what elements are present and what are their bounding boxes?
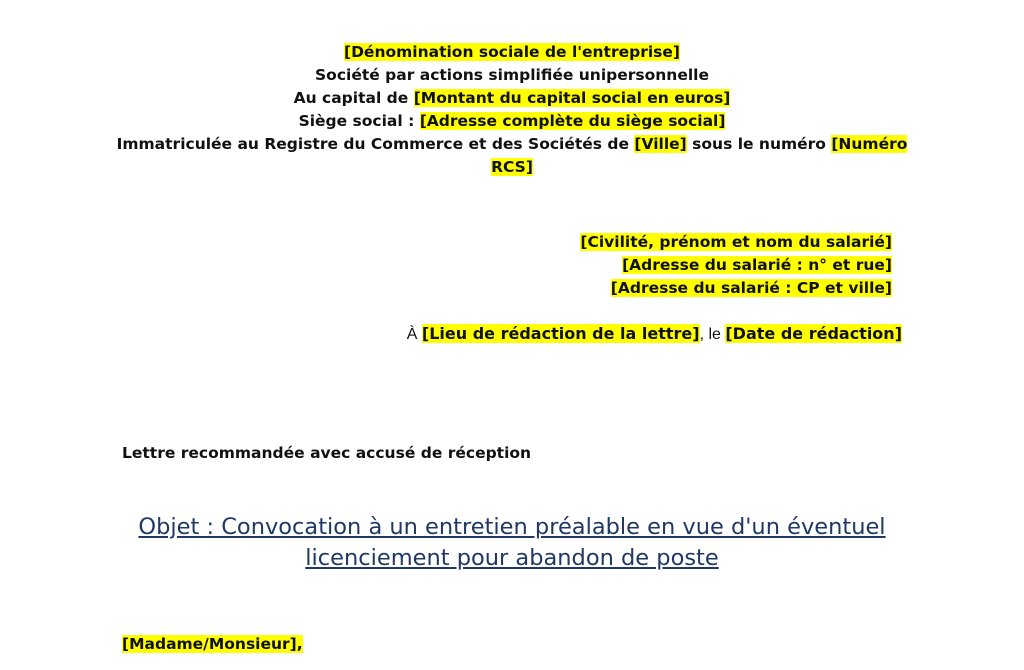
- rcs-number-placeholder: [Numéro RCS]: [491, 135, 908, 176]
- rcs-city-placeholder: [Ville]: [634, 135, 687, 153]
- registered-mail-notice: Lettre recommandée avec accusé de réception: [122, 444, 532, 462]
- rcs-prefix: Immatriculée au Registre du Commerce et des Sociétés de: [116, 135, 635, 153]
- salutation: [122, 632, 303, 656]
- recipient-address: [580, 231, 892, 300]
- salutation-punct: ,: [296, 635, 303, 653]
- capital-placeholder: [Montant du capital social en euros]: [413, 89, 731, 107]
- date-placeholder: [Date de rédaction]: [725, 324, 902, 343]
- rcs-line: [112, 133, 912, 179]
- recipient-city-line: [580, 277, 892, 300]
- company-name-line: [0, 41, 1024, 64]
- date-middle: , le: [699, 326, 726, 343]
- capital-line: [0, 87, 1024, 110]
- salutation-placeholder: [Madame/Monsieur]: [122, 635, 297, 653]
- seat-prefix: Siège social :: [298, 112, 420, 130]
- place-placeholder: [Lieu de rédaction de la lettre]: [421, 324, 700, 343]
- place-prefix: À: [406, 326, 422, 343]
- recipient-street-placeholder: [Adresse du salarié : n° et rue]: [622, 256, 892, 274]
- company-name-placeholder: [Dénomination sociale de l'entreprise]: [343, 43, 680, 61]
- seat-line: [0, 110, 1024, 133]
- recipient-name-line: [580, 231, 892, 254]
- recipient-city-placeholder: [Adresse du salarié : CP et ville]: [610, 279, 892, 297]
- letter-subject: Objet : Convocation à un entretien préalable en vue d'un éventuel licenciement pour abandon de poste: [138, 514, 886, 571]
- legal-form-line: Société par actions simplifiée unipersonnelle: [315, 66, 709, 84]
- recipient-street-line: [580, 254, 892, 277]
- recipient-name-placeholder: [Civilité, prénom et nom du salarié]: [580, 233, 892, 251]
- company-header: [0, 41, 1024, 179]
- place-and-date: [407, 322, 902, 347]
- capital-prefix: Au capital de: [293, 89, 414, 107]
- seat-placeholder: [Adresse complète du siège social]: [419, 112, 726, 130]
- rcs-middle: sous le numéro: [686, 135, 832, 153]
